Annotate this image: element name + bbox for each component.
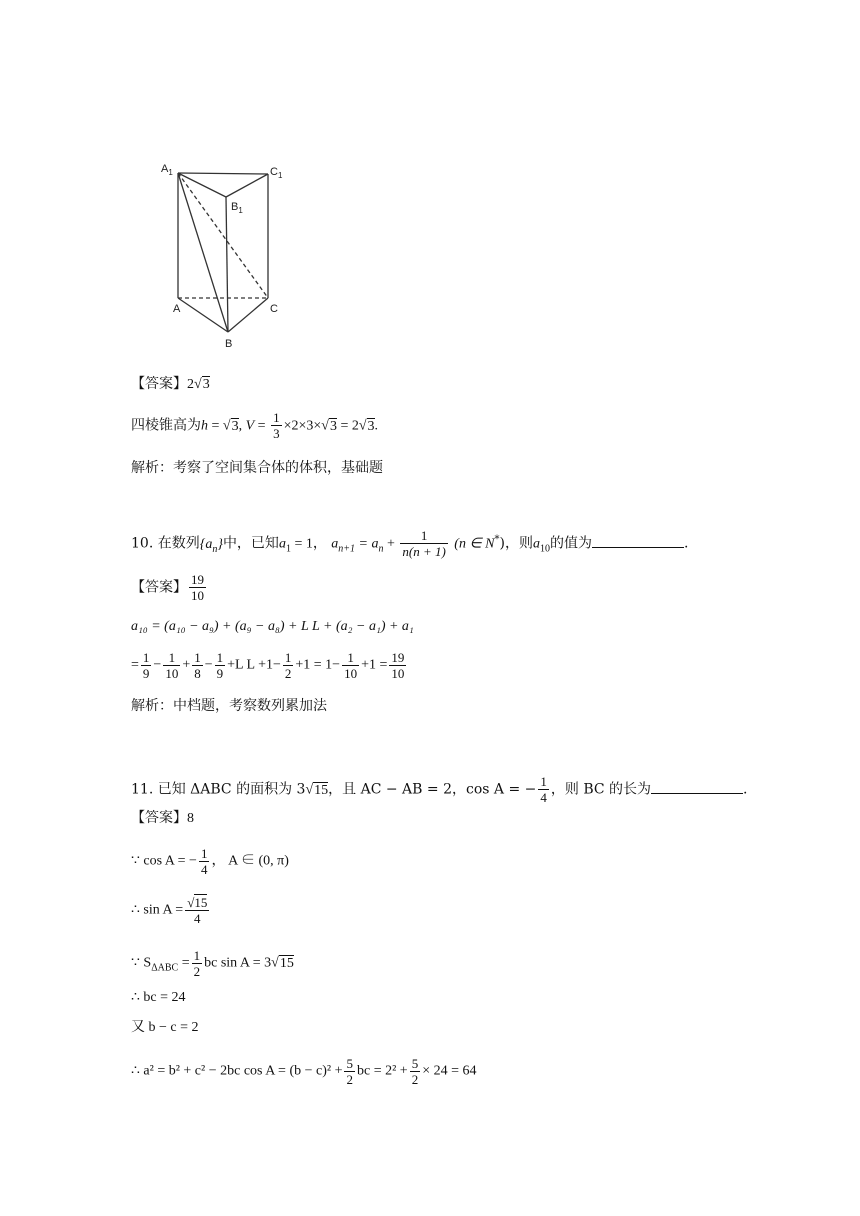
answer-coef: 2 bbox=[187, 377, 194, 392]
answer-blank bbox=[592, 533, 684, 548]
denominator: 2 bbox=[284, 666, 292, 681]
sub: ΔABC bbox=[151, 962, 179, 974]
fraction bbox=[400, 528, 447, 559]
denominator: 2 bbox=[193, 964, 201, 979]
denominator: 9 bbox=[216, 666, 224, 681]
text: bc sin A = 3 bbox=[204, 955, 272, 971]
denominator: 4 bbox=[200, 862, 208, 877]
sqrt: √3 bbox=[222, 418, 239, 434]
answer-blank bbox=[651, 779, 743, 794]
fraction bbox=[342, 650, 359, 681]
label-b1: $B_1$ bbox=[231, 201, 243, 215]
op: = bbox=[254, 418, 270, 434]
q11-line6 bbox=[131, 1056, 476, 1087]
numerator: 1 bbox=[400, 528, 447, 544]
answer-tag: 【答案】 bbox=[131, 579, 187, 596]
seq bbox=[199, 536, 223, 555]
radicand: 15 bbox=[194, 895, 208, 910]
label-c: C bbox=[270, 303, 278, 315]
q10-solution-line2 bbox=[131, 650, 408, 681]
numerator: 1 bbox=[193, 948, 201, 963]
numerator: 5 bbox=[411, 1056, 419, 1071]
numerator: 1 bbox=[540, 774, 547, 789]
text: ∴ sin A = bbox=[131, 902, 184, 918]
fraction bbox=[141, 650, 152, 681]
op: +1 = bbox=[361, 657, 388, 673]
label-a1: $A_1$ bbox=[161, 163, 173, 177]
radicand: 15 bbox=[279, 955, 294, 971]
seq-open: {a bbox=[199, 536, 213, 552]
op: , bbox=[238, 418, 246, 434]
text: . bbox=[683, 535, 689, 552]
op: = 2 bbox=[336, 418, 359, 434]
text: 10. 在数列 bbox=[131, 535, 200, 552]
seq-close: } bbox=[217, 536, 223, 552]
label-a: A bbox=[173, 303, 181, 315]
q11-line5: 又 b − c = 2 bbox=[131, 1020, 199, 1035]
text: 的值为 bbox=[549, 535, 592, 552]
denominator: 10 bbox=[165, 666, 179, 681]
text: = 1， bbox=[290, 536, 327, 552]
fraction bbox=[410, 1056, 421, 1087]
q9-solution bbox=[131, 410, 378, 441]
denominator: 10 bbox=[391, 666, 405, 681]
sqrt: √3 bbox=[194, 377, 210, 392]
text: 11. 已知 ΔABC 的面积为 3 bbox=[131, 781, 306, 798]
sqrt: √15 bbox=[305, 782, 329, 798]
denominator: 8 bbox=[194, 666, 201, 681]
fraction bbox=[389, 650, 406, 681]
q11-answer bbox=[131, 808, 194, 829]
numerator: 19 bbox=[391, 650, 405, 665]
sub: n bbox=[212, 543, 218, 555]
q10-answer bbox=[131, 572, 208, 603]
text: . bbox=[743, 781, 748, 798]
denominator: 9 bbox=[142, 666, 150, 681]
op: = bbox=[131, 657, 139, 673]
var: a bbox=[331, 536, 339, 552]
q10-stem bbox=[131, 528, 688, 559]
fraction bbox=[199, 846, 210, 877]
fraction bbox=[192, 948, 203, 979]
var: a bbox=[278, 536, 286, 552]
q11-line4: ∴ bc = 24 bbox=[131, 990, 186, 1005]
fraction bbox=[344, 1056, 355, 1087]
prism-figure bbox=[158, 160, 298, 350]
q10-analysis: 解析：中档题，考察数列累加法 bbox=[131, 698, 327, 714]
numerator: 1 bbox=[194, 650, 201, 665]
text: ∵ cos A = − bbox=[131, 853, 197, 869]
answer-value: 8 bbox=[187, 811, 194, 826]
text: (n ∈ N bbox=[454, 536, 495, 552]
denominator: n(n + 1) bbox=[402, 544, 446, 559]
numerator: 1 bbox=[200, 846, 208, 861]
text: cos A = − bbox=[465, 781, 537, 798]
fraction bbox=[271, 410, 282, 441]
denominator: 2 bbox=[346, 1072, 353, 1087]
sqrt: √3 bbox=[321, 418, 337, 434]
label-b: B bbox=[225, 338, 233, 350]
text: × 24 = 64 bbox=[422, 1063, 477, 1079]
denominator: 4 bbox=[540, 790, 547, 805]
denominator: 10 bbox=[191, 588, 204, 603]
text: )，则 bbox=[499, 535, 533, 552]
numerator: 1 bbox=[284, 650, 292, 665]
op: . bbox=[374, 418, 379, 434]
numerator: 1 bbox=[142, 650, 150, 665]
denominator: 4 bbox=[194, 911, 201, 926]
numerator: √15 bbox=[187, 895, 208, 910]
sub: 1 bbox=[285, 543, 291, 555]
var: V bbox=[245, 418, 255, 434]
sub: n bbox=[378, 543, 384, 555]
fraction bbox=[189, 572, 206, 603]
answer-tag: 【答案】 bbox=[131, 376, 187, 392]
sqrt: √15 bbox=[271, 955, 294, 971]
radicand: 3 bbox=[367, 418, 375, 434]
op: = bbox=[208, 418, 223, 434]
answer-tag: 【答案】 bbox=[131, 810, 187, 826]
fraction bbox=[283, 650, 294, 681]
var: a bbox=[532, 536, 540, 552]
numerator: 1 bbox=[342, 650, 359, 666]
q11-stem bbox=[131, 774, 748, 805]
text: bc = 2² + bbox=[356, 1063, 408, 1079]
numerator: 1 bbox=[216, 650, 224, 665]
denominator: 10 bbox=[344, 666, 358, 681]
q11-line2 bbox=[131, 895, 211, 926]
q11-line1 bbox=[131, 846, 289, 877]
text: = a bbox=[355, 536, 379, 552]
q10-solution-line1: a₁₀ = (a₁₀ − a₉) + (a₉ − a₈) + L L + (a₂ − a₁) + a₁ bbox=[131, 619, 414, 634]
radicand: 3 bbox=[231, 418, 239, 434]
q9-answer bbox=[131, 374, 210, 395]
fraction bbox=[215, 650, 226, 681]
fraction bbox=[185, 895, 209, 926]
radicand: 3 bbox=[202, 377, 210, 392]
var: h bbox=[201, 418, 208, 434]
numerator: 1 bbox=[273, 410, 280, 425]
numerator: 19 bbox=[191, 572, 204, 587]
numerator: 5 bbox=[346, 1056, 353, 1071]
numerator: 1 bbox=[163, 650, 180, 666]
text: ，且 AC − AB = 2， bbox=[328, 781, 466, 798]
text: ∵ S bbox=[131, 955, 152, 971]
text: ∴ a² = b² + c² − 2bc cos A = (b − c)² + bbox=[131, 1063, 343, 1079]
sqrt: √3 bbox=[358, 418, 375, 434]
fraction bbox=[163, 650, 180, 681]
op: = bbox=[178, 955, 190, 971]
denominator: 2 bbox=[411, 1072, 419, 1087]
sub: n+1 bbox=[338, 543, 356, 555]
fraction bbox=[192, 650, 203, 681]
op: ×2×3× bbox=[283, 418, 322, 434]
text: ， A ∈ (0, π) bbox=[211, 853, 289, 869]
text: ，则 BC 的长为 bbox=[550, 781, 652, 798]
op: + bbox=[383, 536, 399, 552]
fraction bbox=[538, 774, 549, 805]
q11-line3 bbox=[131, 948, 294, 979]
op: +1 = 1− bbox=[295, 657, 341, 673]
label-c1: $C_1$ bbox=[270, 166, 283, 180]
op: − bbox=[204, 657, 213, 673]
denominator: 3 bbox=[273, 426, 280, 441]
op: +L L +1− bbox=[227, 657, 281, 673]
op: − bbox=[153, 657, 162, 673]
op: + bbox=[182, 657, 191, 673]
radicand: 15 bbox=[314, 782, 329, 798]
sub: 10 bbox=[539, 543, 550, 555]
radicand: 3 bbox=[329, 418, 337, 434]
q9-analysis: 解析：考察了空间集合体的体积，基础题 bbox=[131, 460, 383, 476]
text: 中，已知 bbox=[222, 535, 279, 552]
sup: * bbox=[494, 533, 500, 545]
text: 四棱锥高为 bbox=[131, 417, 201, 434]
